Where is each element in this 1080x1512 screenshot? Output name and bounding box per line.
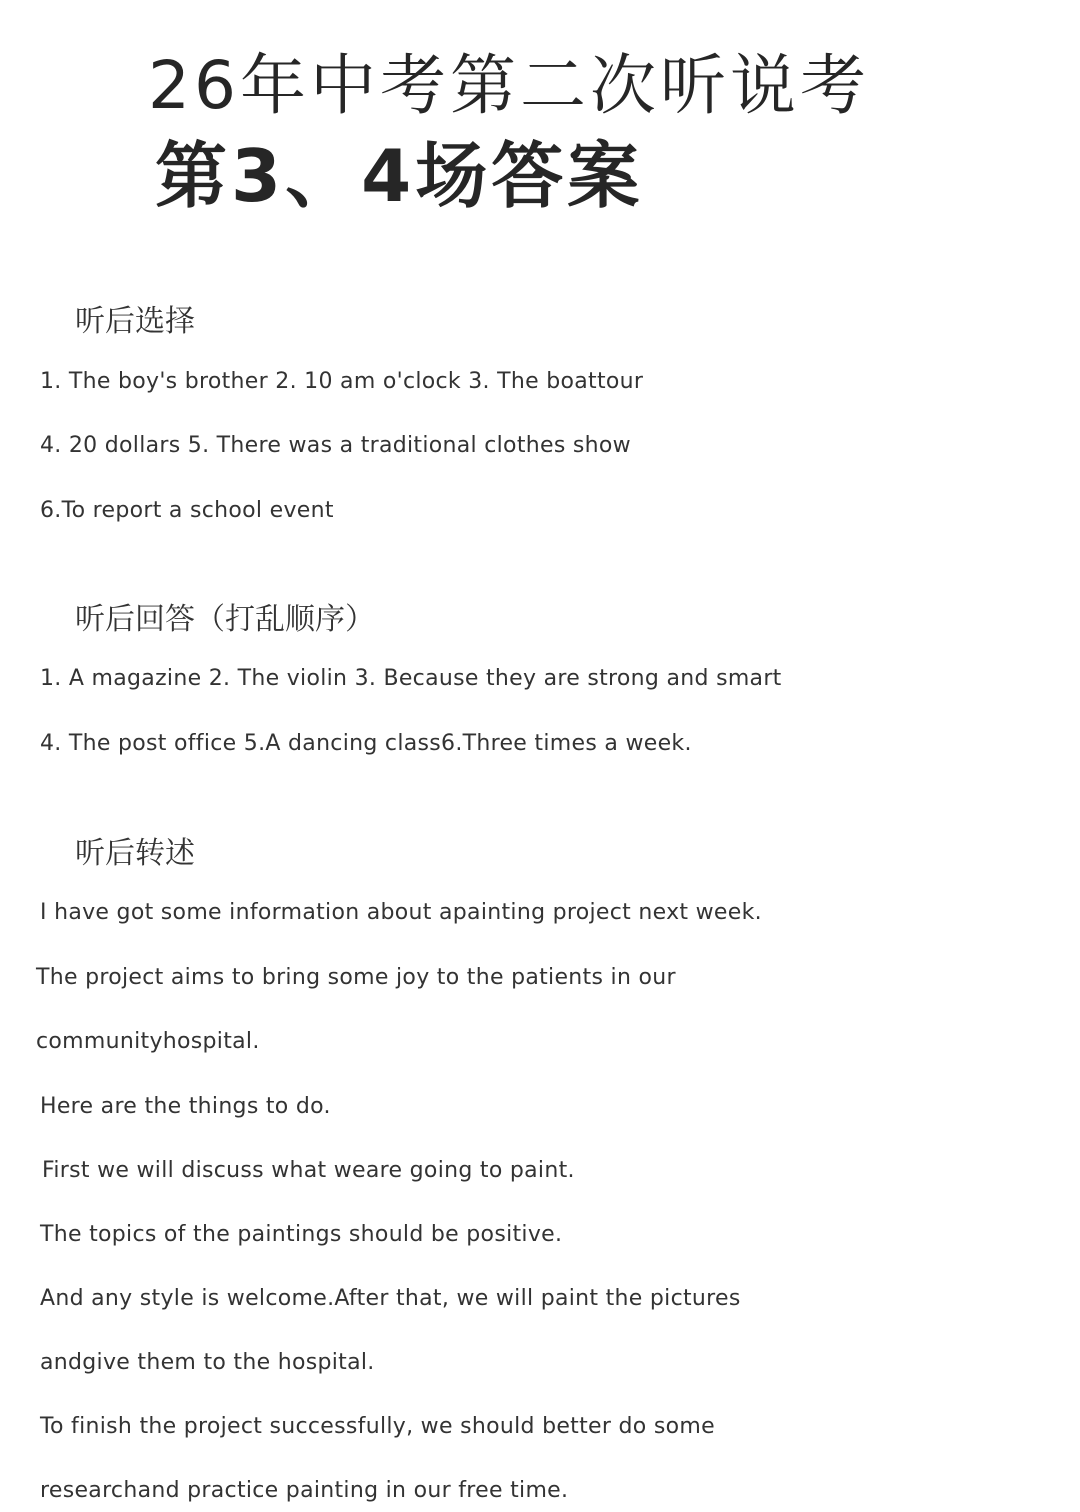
answer-line: 4. The post office 5.A dancing class6.Three times a week. — [40, 731, 692, 756]
retelling-line: researchand practice painting in our free time. — [40, 1478, 569, 1503]
retelling-line: andgive them to the hospital. — [40, 1350, 375, 1375]
retelling-line: First we will discuss what weare going to paint. — [42, 1158, 575, 1183]
retelling-line: To finish the project successfully, we should better do some — [40, 1414, 715, 1439]
page-title: 26年中考第二次听说考 — [148, 47, 870, 124]
retelling-line: The project aims to bring some joy to the patients in our — [36, 965, 676, 990]
answer-line: 1. The boy's brother 2. 10 am o'clock 3. The boattour — [40, 369, 644, 394]
answer-line: 6.To report a school event — [40, 498, 334, 523]
retelling-line: I have got some information about apainting project next week. — [40, 900, 762, 925]
section-heading-listening-answer: 听后回答（打乱顺序） — [75, 602, 375, 637]
retelling-line: Here are the things to do. — [40, 1094, 331, 1119]
section-heading-retelling: 听后转述 — [75, 836, 195, 871]
section-heading-listening-choice: 听后选择 — [75, 304, 195, 339]
answer-line: 4. 20 dollars 5. There was a traditional clothes show — [40, 433, 631, 458]
page-subtitle: 第3、4场答案 — [155, 134, 644, 218]
retelling-line: And any style is welcome.After that, we will paint the pictures — [40, 1286, 741, 1311]
retelling-line: communityhospital. — [36, 1029, 260, 1054]
answer-line: 1. A magazine 2. The violin 3. Because they are strong and smart — [40, 666, 782, 691]
retelling-line: The topics of the paintings should be positive. — [40, 1222, 563, 1247]
